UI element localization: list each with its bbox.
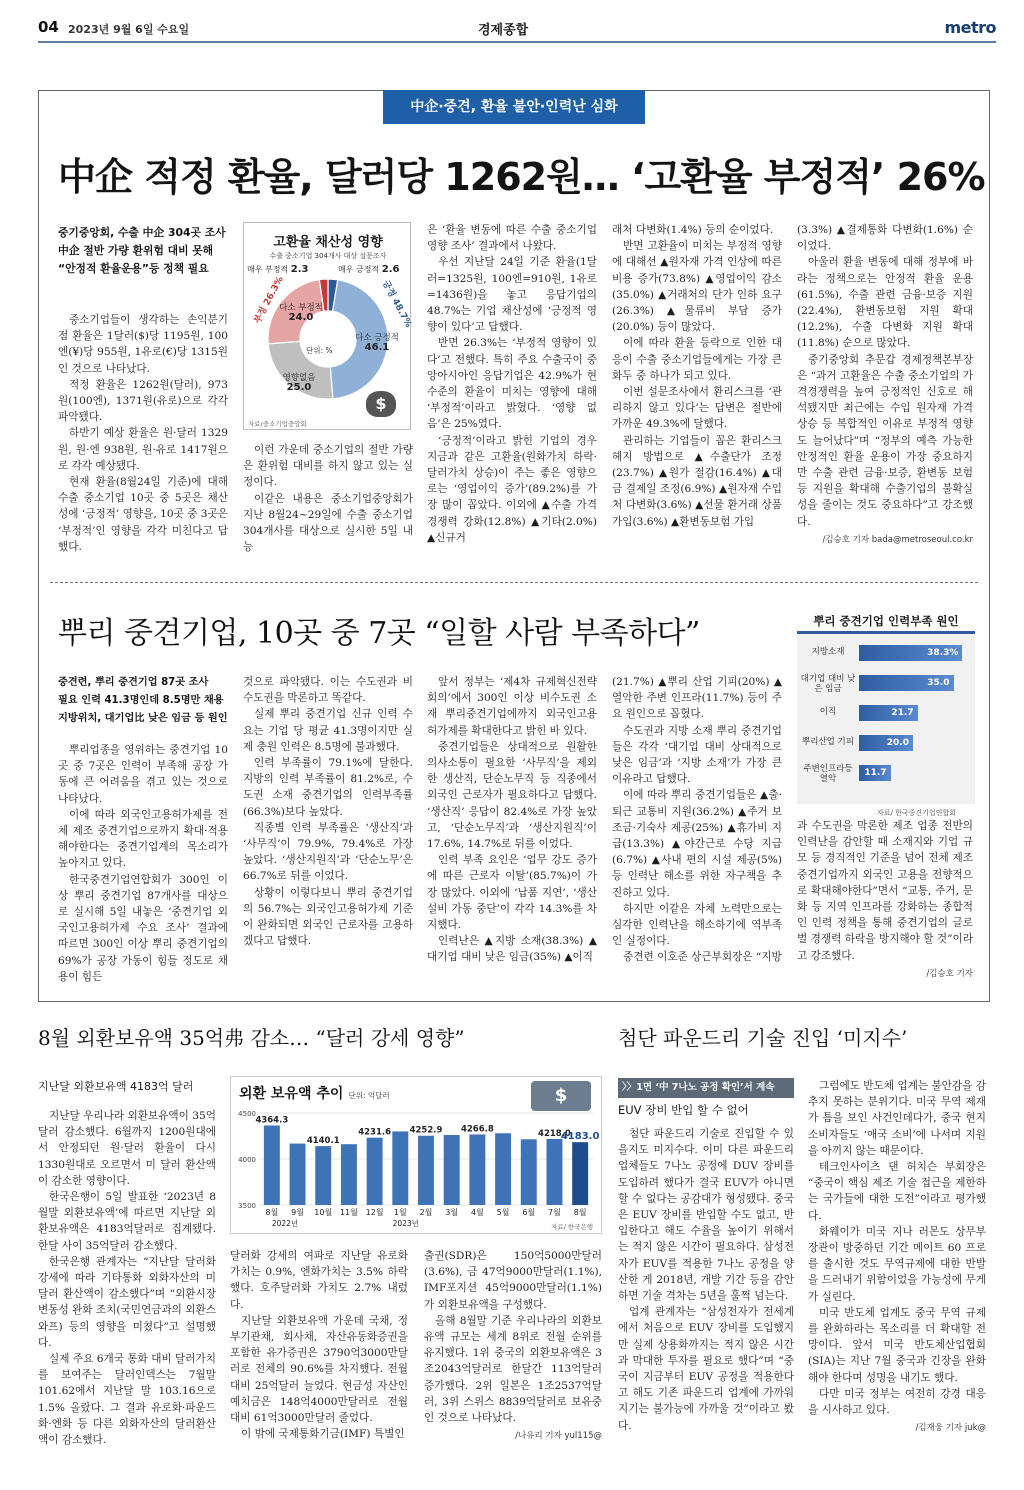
reserve-bar-chart xyxy=(231,1105,603,1233)
hbar-category-label: 뿌리산업 기피 xyxy=(802,737,854,747)
lead-line: 中企 절반 가량 환위험 대비 못해 xyxy=(58,244,214,257)
byline: /김승호 기자 xyxy=(926,968,973,979)
reserve-bar-label: 4231.6 xyxy=(358,1127,392,1138)
paragraph: (21.7%) ▲뿌리 산업 기피(20%) ▲열악한 주변 인프라(11.7%) 등이 주요 원인으로 꼽혔다. xyxy=(612,676,782,721)
article1-col4 xyxy=(612,222,782,530)
label: 긍정 xyxy=(379,279,397,300)
reserve-bar xyxy=(367,1138,383,1205)
paragraph: 이번 설문조사에서 환리스크를 ‘관리하지 않고 있다’는 답변은 절반에 가까운 49.3%에 달했다. xyxy=(612,386,782,431)
reserve-bar xyxy=(495,1133,511,1205)
article1-col2 xyxy=(243,442,413,555)
paragraph: 한국은행이 5일 발표한 ‘2023년 8월말 외환보유액’에 따르면 지난달 외환보유액은 4183억달러로 집계됐다. 한달 사이 35억달러 감소했다. xyxy=(38,1191,216,1252)
story-separator xyxy=(50,582,978,583)
lead-line: “안정적 환율운용”등 정책 필요 xyxy=(58,262,209,275)
paragraph: 아울러 환율 변동에 대해 정부에 바라는 정책으로는 안정적 환율 운용(61.5%), 수출 관련 금융·보증 지원(22.4%), 환변동보험 지원 확대(12.2%), 수출 다변화 지원 확대(11.8%) 순으로 많았다. xyxy=(797,256,973,350)
page-header xyxy=(38,16,996,40)
paragraph: 한국중견기업연합회가 300인 이상 뿌리 중견기업 87개사를 대상으로 실시해 5일 내놓은 ‘중견기업 외국인고용허가제 수요 조사’ 결과에 따르면 300인 이상 뿌리 중견기업의 69%가 공장 가동이 힘들 정도로 채용이 힘든 xyxy=(58,873,228,983)
reserve-bar-label: 4183.0 xyxy=(560,1131,600,1143)
x-tick-label: 11월 xyxy=(339,1208,358,1217)
paragraph: 업계 관계자는 “삼성전자가 전세계에서 처음으로 EUV 장비를 도입했지만 실제 상용화까지는 적지 않은 시간과 막대한 투자를 필요로 했다”며 “중국이 지금부터 EUV 공정을 적용한다고 해도 기존 파운드리 업계에 가까워지기는 불가능에 가까울 것”이라고 봤다. xyxy=(618,1306,794,1432)
paragraph: ‘긍정적’이라고 밝힌 기업의 경우 지금과 같은 고환율(원화가치 하락·달러가치 상승)이 주는 좋은 영향으로는 ‘영업이익 증가’(89.2%)를 가장 많이 꼽았다. 이외에 ▲수출 가격경쟁력 강화(12.8%) ▲기타(2.0%) ▲신규거 xyxy=(427,434,597,544)
hbar-bar: 35.0 xyxy=(859,675,954,691)
paragraph: 과 수도권을 막론한 제조 업종 전반의 인력난을 감안할 때 소재지와 기업 규모 등 경직적인 기준을 넘어 전체 제조 중견기업까지 외국인 고용을 전향적으로 확대해야한다”면서 “교통, 주거, 문화 등 지역 인프라를 강화하는 종합적인 인력 정책을 통해 중견기업의 글로벌 경쟁력 하락을 방지해야 할 것”이라고 강조했다. xyxy=(797,820,973,962)
paragraph: 미국 반도체 업계도 중국 무역 규제를 완화하라는 목소리를 더 확대할 전망이다. 앞서 미국 반도체산업협회(SIA)는 지난 7월 중국과 긴장을 완화해야 한다며 성명을 내기도 했다. xyxy=(808,1306,986,1384)
paragraph: 반면 고환율이 미치는 부정적 영향에 대해선 ▲원자재 가격 인상에 따른 비용 증가(73.8%) ▲영업이익 감소(35.0%) ▲거래처의 단가 인하 요구(26.3%) ▲물류비 부담 증가(20.0%) 등이 많았다. xyxy=(612,240,782,334)
paragraph: 중견련 이호준 상근부회장은 “지방 xyxy=(623,951,782,964)
reserve-bar xyxy=(546,1139,562,1205)
hbar-bar: 38.3% xyxy=(859,645,962,661)
paragraph: 은 ‘환율 변동에 따른 수출 중소기업 영향 조사’ 결과에서 나왔다. xyxy=(427,224,597,253)
x-tick-label: 12월 xyxy=(365,1208,384,1217)
reserve-chart-unit: 단위: 억달러 xyxy=(348,1091,390,1100)
paragraph: 수도권과 지방 소재 뿌리 중견기업들은 각각 ‘대기업 대비 상대적으로 낮은 임금’과 ‘지방 소재’가 가장 큰 이유라고 답했다. xyxy=(612,724,782,786)
money-bag-icon: $ xyxy=(366,391,396,417)
reserve-bar xyxy=(572,1142,588,1205)
x-tick-label: 10월 xyxy=(314,1208,333,1217)
page-number: 04 xyxy=(38,18,59,36)
reserve-bar xyxy=(264,1125,280,1205)
paragraph: 뿌리업종을 영위하는 중견기업 10곳 중 7곳은 인력이 부족해 공장 가동에 큰 어려움을 겪고 있는 것으로 나타났다. xyxy=(58,744,228,805)
value: 2.3 xyxy=(290,264,309,275)
paragraph: 앞서 정부는 ‘제4차 규제혁신전략회의’에서 300인 이상 비수도권 소재 뿌리중견기업에까지 외국인고용허가제를 확대한다고 밝힌 바 있다. xyxy=(427,676,597,737)
lead-article2 xyxy=(58,674,233,728)
byline: /김재웅 기자 juk@ xyxy=(915,1423,986,1434)
article4-col2 xyxy=(808,1078,986,1436)
lead-article1 xyxy=(58,224,233,278)
reserve-bar-label: 4218.0 xyxy=(538,1128,571,1139)
reserve-bar xyxy=(290,1144,306,1205)
headline-article3: 8월 외환보유액 35억弗 감소… “달러 강세 영향” xyxy=(38,1026,465,1050)
issue-date: 2023년 9월 6일 수요일 xyxy=(68,23,190,36)
value: 26.3% xyxy=(262,275,286,308)
y-tick-label: 4500 xyxy=(238,1110,256,1118)
hbar-bar: 20.0 xyxy=(859,735,913,751)
label: 부정 xyxy=(252,305,270,326)
header-rule xyxy=(38,41,996,43)
paragraph: 직종별 인력 부족률은 ‘생산직’과 ‘사무직’이 79.9%, 79.4%로 가장 높았다. ‘생산지원직’과 ‘단순노무’은 66.7%로 뒤를 이었다. xyxy=(243,821,413,883)
label: 다소 긍정적 xyxy=(355,333,399,343)
x-tick-label: 7월 xyxy=(548,1208,561,1217)
paragraph: 출권(SDR)은 150억5000만달러(3.6%), 금 47억9000만달러(1.1%), IMF포지션 45억9000만달러(1.1%)가 외환보유액을 구성했다. xyxy=(424,1250,602,1311)
paragraph: 첨단 파운드리 기술로 진입할 수 있을지도 미지수다. 이미 다른 파운드리 업체들도 7나노 공정에 DUV 장비를 도입하려 했다가 결국 EUV가 아니면 할 수 없다는 공감대가 형성됐다. 중국은 EUV 장비를 반입할 수도 없고, 반입한다고 해도 수율을 높이기 위해서는 적지 않은 시간이 필요하다. 삼성전자가 EUV를 적용한 7나노 공정을 양산한 게 2018년, 개발 기간 등을 감안하면 기술 격차는 5년을 훌쩍 넘는다. xyxy=(618,1128,794,1303)
reserve-chart-title: 외환 보유액 추이 xyxy=(239,1086,344,1102)
lead-line: 중견련, 뿌리 중견기업 87곳 조사 xyxy=(58,677,209,688)
reserve-bar-label: 4266.8 xyxy=(460,1124,494,1135)
article2-col4 xyxy=(612,674,782,966)
article3-col3 xyxy=(424,1248,602,1444)
hbar-source: 자료/ 한국중견기업연합회 xyxy=(877,809,956,817)
value: 48.7% xyxy=(389,297,414,330)
hbar-bar: 11.7 xyxy=(859,765,891,781)
paragraph: 현재 환율(8월24일 기준)에 대해 수출 중소기업 10곳 중 5곳은 채산성에 ‘긍정적’ 영향을, 10곳 중 3곳은 ‘부정적’인 영향을 각각 미친다고 답했다. xyxy=(58,476,228,553)
label: 매우 부정적 xyxy=(247,265,289,274)
label: 다소 부정적 xyxy=(279,303,323,313)
hbar-category-label: 이직 xyxy=(819,707,837,717)
paragraph: 달러화 강세의 여파로 지난달 유로화 가치는 0.9%, 엔화가치는 3.5% 하락했다. 호주달러화 가치도 2.7% 내렸다. xyxy=(230,1250,408,1311)
x-tick-label: 8월 xyxy=(265,1208,279,1217)
paragraph: 것으로 파악됐다. 이는 수도권과 비수도권을 막론하고 똑같다. xyxy=(243,676,413,705)
paragraph: 이에 따라 외국인고용허가제를 전체 제조 중견기업으로까지 확대·적용해야한다는 중견기업계의 목소리가 높아지고 있다. xyxy=(58,808,228,870)
value: 25.0 xyxy=(286,382,312,393)
paragraph: 올해 8월말 기준 우리나라의 외환보유액 규모는 세계 8위로 전월 순위를 유지했다. 1위 중국의 외환보유액은 3조2043억달러로 한달간 113억달러 증가했다. 2위 일본은 1조2537억달러, 3위 스위스 8839억달러로 보유중인 것으로 나타났다. xyxy=(424,1314,602,1425)
paragraph: 이에 따라 뿌리 중견기업들은 ▲출·퇴근 교통비 지원(36.2%) ▲주거 보조금·기숙사 제공(25%) ▲휴가비 지급(13.3%) ▲야간근로 수당 지급(6.7%) ▲사내 편의 시설 제공(5%) 등 인력난 해소를 위한 자구책을 추진하고 있다. xyxy=(612,789,782,899)
paragraph: 지난달 외환보유액 가운데 국채, 정부기관채, 회사채, 자산유동화증권을 포함한 유가증권은 3790억3000만달러로 전체의 90.6%를 차지했다. 전월 대비 25억달러 늘었다. 현금성 자산인 예치금은 148억4000만달러로 전월 대비 61억3000만달러 줄었다. xyxy=(230,1314,408,1425)
paragraph: 우선 지난달 24일 기준 환율(1달러=1325원, 100엔=910원, 1유로=1436원)을 놓고 응답기업의 48.7%는 기업 채산성에 ‘긍정적 영향이 있다’고 답했다. xyxy=(427,256,597,334)
value: 24.0 xyxy=(288,312,314,323)
donut-subtitle: 수출 중소기업 304개사 대상 설문조사 xyxy=(269,252,387,260)
x-tick-label: 6월 xyxy=(522,1208,536,1217)
paragraph: 이에 따라 환율 등락으로 인한 대응이 수출 중소기업들에게는 가장 큰 화두 중 하나가 되고 있다. xyxy=(612,337,782,382)
reserve-bar-label: 4140.1 xyxy=(306,1136,340,1147)
lead-line: 지방위치, 대기업比 낮은 임금 등 원인 xyxy=(58,713,228,724)
y-tick-label: 4000 xyxy=(238,1156,256,1164)
paragraph: 실제 주요 6개국 통화 대비 달러가치를 보여주는 달러인덱스는 7월말 101.62에서 지난달 말 103.16으로 1.5% 올랐다. 그 결과 유로화·파운드화·엔화 등 다른 외화자산의 달러환산액이 감소했다. xyxy=(38,1353,216,1447)
x-tick-label: 3월 xyxy=(445,1208,459,1217)
paragraph: 그럼에도 반도체 업계는 불안감을 감추지 못하는 분위기다. 미국 무역 제재가 틈을 보인 사건인데다가, 중국 현지 소비자들도 ‘애국 소비’에 나서며 지원을 아끼지 않는 때문이다. xyxy=(808,1080,986,1157)
paragraph: (3.3%) ▲결제통화 다변화(1.6%) 순이었다. xyxy=(797,224,973,253)
x-tick-label: 2월 xyxy=(419,1208,433,1217)
paragraph: 인력 부족률이 79.1%에 달한다. 지방의 인력 부족률이 81.2%로, 수도권 소재 중견기업의 인력부족률(66.3%)보다 높았다. xyxy=(243,757,413,818)
hbar-title: 뿌리 중견기업 인력부족 원인 xyxy=(797,608,975,634)
paragraph: 인력 부족 요인은 ‘업무 강도 증가에 따른 근로자 이탈’(85.7%)이 가장 많았다. 이외에 ‘납품 지연’, ‘생산 설비 가동 중단’이 각각 14.3%를 차지했다. xyxy=(427,854,597,932)
hbar-category-label: 대기업 대비 낮은 임금 xyxy=(800,674,856,694)
x-tick-label: 4월 xyxy=(470,1208,484,1217)
very-positive-label xyxy=(338,264,399,275)
brand-logo: metro xyxy=(944,18,996,37)
reserve-bar xyxy=(469,1134,485,1205)
donut-title: 고환율 채산성 영향 xyxy=(273,235,383,250)
paragraph: 실제 뿌리 중견기업 신규 인력 수요는 기업 당 평균 41.3명이지만 실제 충원 인력은 8.5명에 불과했다. xyxy=(243,708,413,753)
paragraph: 상황이 이렇다보니 뿌리 중견기업의 56.7%는 외국인고용허가제 기준이 완화되면 외국인 근로자를 고용하겠다고 답했다. xyxy=(243,886,413,948)
article3-col1 xyxy=(38,1108,216,1448)
headline-article1: 中企 적정 환율, 달러당 1262원… ‘고환율 부정적’ 26% xyxy=(58,155,985,199)
y-tick-label: 3500 xyxy=(238,1202,256,1210)
story-kicker: 中企·중견, 환율 불안·인력난 심화 xyxy=(383,90,645,124)
reserve-bar xyxy=(521,1139,537,1205)
label: 영향없음 xyxy=(282,373,316,383)
headline-article2: 뿌리 중견기업, 10곳 중 7곳 “일할 사람 부족하다” xyxy=(58,616,700,651)
lead-article3: 지난달 외환보유액 4183억 달러 xyxy=(38,1080,194,1093)
reserve-bar xyxy=(392,1131,408,1205)
article4-col1 xyxy=(618,1126,794,1434)
paragraph: 한국은행 관계자는 “지난달 달러화 강세에 따라 기타통화 외화자산의 미 달러 환산액이 감소했다”며 “외환시장 변동성 완화 조치(국민연금과의 외환스와프) 등의 영향을 미쳤다”고 설명했다. xyxy=(38,1255,216,1349)
paragraph: 다만 미국 정부는 여전히 강경 대응을 시사하고 있다. xyxy=(808,1387,986,1417)
hbar-bar: 21.7 xyxy=(859,705,918,721)
reserve-bar xyxy=(444,1135,460,1205)
paragraph: 이같은 내용은 중소기업중앙회가 지난 8월24~29일에 수출 중소기업 304개사를 대상으로 실시한 5일 내능 xyxy=(243,492,413,554)
paragraph: 중소기업들이 생각하는 손익분기점 환율은 1달러($)당 1195원, 100엔(¥)당 955원, 1유로(€)당 1315원인 것으로 나타났다. xyxy=(58,314,228,375)
value: 2.6 xyxy=(381,264,400,275)
continued-tag: 〉〉1면 ‘中 7나노 공정 확인’서 계속 xyxy=(618,1078,794,1098)
paragraph: 중견기업들은 상대적으로 원활한 의사소통이 필요한 ‘사무직’을 제외한 생산직, 단순노무직 등 직종에서 외국인 근로자가 필요하다고 답했다. ‘생산직’ 응답이 82.4%로 가장 높았고, ‘단순노무직’과 ‘생산지원직’이 17.6%, 14.7%로 뒤를 이었다. xyxy=(427,740,597,851)
paragraph: 적정 환율은 1262원(달러), 973원(100엔), 1371원(유로)으로 각각 파악됐다. xyxy=(58,378,228,424)
reserve-bar xyxy=(315,1146,331,1205)
article2-col1 xyxy=(58,742,228,985)
article1-col5 xyxy=(797,222,973,548)
paragraph: 래처 다변화(1.4%) 등의 순이었다. xyxy=(612,224,774,236)
article2-col5 xyxy=(797,818,973,982)
x-tick-label: 5월 xyxy=(496,1208,510,1217)
donut-source: 자료/중소기업중앙회 xyxy=(248,420,307,428)
very-negative-label xyxy=(247,264,308,275)
paragraph: 관리하는 기업들이 꼽은 환리스크 헤지 방법으로 ▲수출단가 조정(23.7%) ▲원가 절감(16.4%) ▲대금 결제일 조정(6.9%) ▲원자재 수입처 다변화(3.6%) ▲선물 환거래 상품 가입(3.6%) ▲환변동보험 가입 xyxy=(612,434,782,528)
paragraph: 화웨이가 미국 지나 러몬도 상무부 장관이 방중하던 기간 메이트 60 프로를 출시한 것도 무역규제에 대한 반발을 드러내기 위함이었을 가능성에 무게가 실린다. xyxy=(808,1225,986,1303)
article2-col3 xyxy=(427,674,597,966)
paragraph: 중기중앙회 추문갑 경제정책본부장은 “과거 고환율은 수출 중소기업의 가격경쟁력을 높여 긍정적인 신호로 해석됐지만 최근에는 수입 원자재 가격 상승 등 복합적인 이유로 부정적 영향도 늘어났다”며 “정부의 예측 가능한 안정적인 환율 운용이 가장 중요하지만 수출 관련 금융·보증, 환변동 보험 등 지원을 확대해 수출기업의 불확실성을 줄이는 것도 중요하다”고 강조했다. xyxy=(797,353,973,528)
paragraph: 지난달 우리나라 외환보유액이 35억달러 감소했다. 6월까지 1200원대에서 안정되던 원·달러 환율이 다시 1330원대로 오르면서 미 달러 환산액이 감소한 영향이다. xyxy=(38,1110,216,1187)
currency-icon: $ xyxy=(531,1081,591,1111)
year-label: 2023년 xyxy=(392,1219,419,1228)
x-tick-label: 9월 xyxy=(291,1208,304,1217)
paragraph: 하지만 이같은 자체 노력만으로는 심각한 인력난을 해소하기에 역부족인 실정이다. xyxy=(612,902,782,948)
paragraph: 이런 가운데 중소기업의 절반 가량은 환위험 대비를 하지 않고 있는 실정이다. xyxy=(243,444,413,489)
reserve-bar xyxy=(418,1136,434,1205)
reserve-bar-label: 4252.9 xyxy=(409,1125,443,1136)
hbar-category-label: 지방소재 xyxy=(811,647,845,657)
reserve-bar xyxy=(341,1144,357,1205)
headline-article4: 첨단 파운드리 기술 진입 ‘미지수’ xyxy=(618,1026,908,1050)
paragraph: 이 밖에 국제통화기금(IMF) 특별인 xyxy=(241,1428,405,1441)
byline: /나유리 기자 yul115@ xyxy=(515,1431,602,1442)
donut-unit: 단위: % xyxy=(306,346,333,355)
article2-col2 xyxy=(243,674,413,949)
lead-article4: EUV 장비 반입 할 수 없어 xyxy=(618,1103,749,1117)
lead-line: 필요 인력 41.3명인데 8.5명만 채용 xyxy=(58,695,224,706)
hbar-chart-card xyxy=(797,608,975,820)
hbar-bars xyxy=(797,644,975,804)
paragraph: 반면 26.3%는 ‘부정적 영향이 있다’고 전했다. 특히 주요 수출국이 중앙아시아인 응답기업은 42.9%가 현 수준의 환율이 미치는 영향에 대해 ‘부정적’이라고 밝혔다. ‘영향 없음’은 25%였다. xyxy=(427,337,597,431)
article1-col3 xyxy=(427,222,597,546)
paragraph: 테크인사이츠 댄 허치슨 부회장은 “중국이 핵심 제조 기술 접근을 제한하는 국가들에 대한 도전”이라고 평가했다. xyxy=(808,1161,986,1222)
x-tick-label: 1월 xyxy=(393,1208,407,1217)
reserve-chart-title-wrap xyxy=(239,1083,390,1103)
somewhat-positive-label xyxy=(354,333,400,353)
lead-line: 중기중앙회, 수출 中企 304곳 조사 xyxy=(58,226,226,239)
x-tick-label: 8월 xyxy=(573,1208,587,1217)
donut-chart-card xyxy=(243,222,414,430)
byline: /김승호 기자 bada@metroseoul.co.kr xyxy=(822,534,973,545)
year-label: 2022년 xyxy=(271,1219,299,1228)
value: 46.1 xyxy=(364,342,390,353)
paragraph: 하반기 예상 환율은 원·달러 1329원, 원·엔 938원, 원·유로 1417원으로 각각 예상됐다. xyxy=(58,427,228,472)
label: 매우 긍정적 xyxy=(338,265,380,274)
reserve-chart-card xyxy=(230,1076,602,1234)
article3-col2 xyxy=(230,1248,408,1442)
neutral-label xyxy=(276,373,322,393)
paragraph: 인력난은 ▲지방 소재(38.3%) ▲대기업 대비 낮은 임금(35%) ▲이직 xyxy=(427,935,597,964)
reserve-chart-source: 자료/ 한국은행 xyxy=(551,1223,593,1231)
hbar-category-label: 주변인프라등 열악 xyxy=(803,764,853,784)
somewhat-negative-label xyxy=(278,303,324,323)
section-name: 경제종합 xyxy=(478,23,529,38)
article1-col1 xyxy=(58,312,228,555)
reserve-bar-label: 4364.3 xyxy=(255,1115,289,1126)
